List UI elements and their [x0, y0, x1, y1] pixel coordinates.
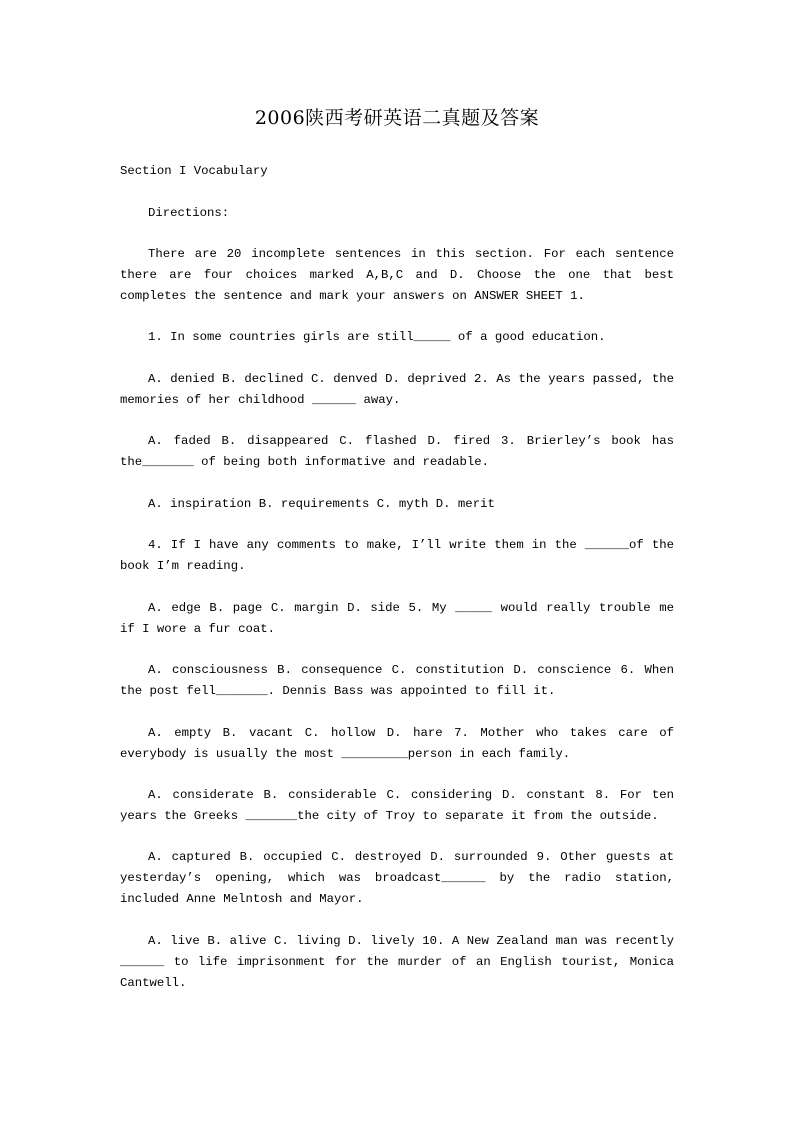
question-paragraph: A. empty B. vacant C. hollow D. hare 7. Mother who takes care of everybody is usually the most _________person in each family. — [120, 726, 674, 761]
directions-label: Directions: — [148, 206, 230, 220]
question-paragraph: 4. If I have any comments to make, I’ll write them in the ______of the book I’m reading. — [120, 538, 674, 573]
section-heading: Section I Vocabulary — [120, 164, 268, 178]
question-paragraph: A. considerate B. considerable C. considering D. constant 8. For ten years the Greeks _______the city of Troy to separate it from the outside. — [120, 788, 674, 823]
question-paragraph: A. edge B. page C. margin D. side 5. My _____ would really trouble me if I wore a fur coat. — [120, 601, 674, 636]
question-paragraph: A. live B. alive C. living D. lively 10. A New Zealand man was recently ______ to life imprisonment for the murder of an English tourist, Monica Cantwell. — [120, 934, 674, 990]
question-paragraph: 1. In some countries girls are still_____ of a good education. — [148, 330, 606, 344]
question-paragraph: A. captured B. occupied C. destroyed D. surrounded 9. Other guests at yesterday’s opening, which was broadcast______ by the radio station, included Anne Melntosh and Mayor. — [120, 850, 674, 906]
question-paragraph: A. consciousness B. consequence C. constitution D. conscience 6. When the post fell_______. Dennis Bass was appointed to fill it. — [120, 663, 674, 698]
directions-paragraph: There are 20 incomplete sentences in this section. For each sentence there are four choices marked A,B,C and D. Choose the one that best completes the sentence and mark your answers on ANSWER SHEET 1. — [120, 247, 674, 303]
document-title: 2006陕西考研英语二真题及答案 — [254, 107, 540, 129]
question-paragraph: A. denied B. declined C. denved D. deprived 2. As the years passed, the memories of her childhood ______ away. — [120, 372, 674, 407]
question-paragraph: A. faded B. disappeared C. flashed D. fired 3. Brierley’s book has the_______ of being both informative and readable. — [120, 434, 674, 469]
question-paragraph: A. inspiration B. requirements C. myth D. merit — [148, 497, 495, 511]
